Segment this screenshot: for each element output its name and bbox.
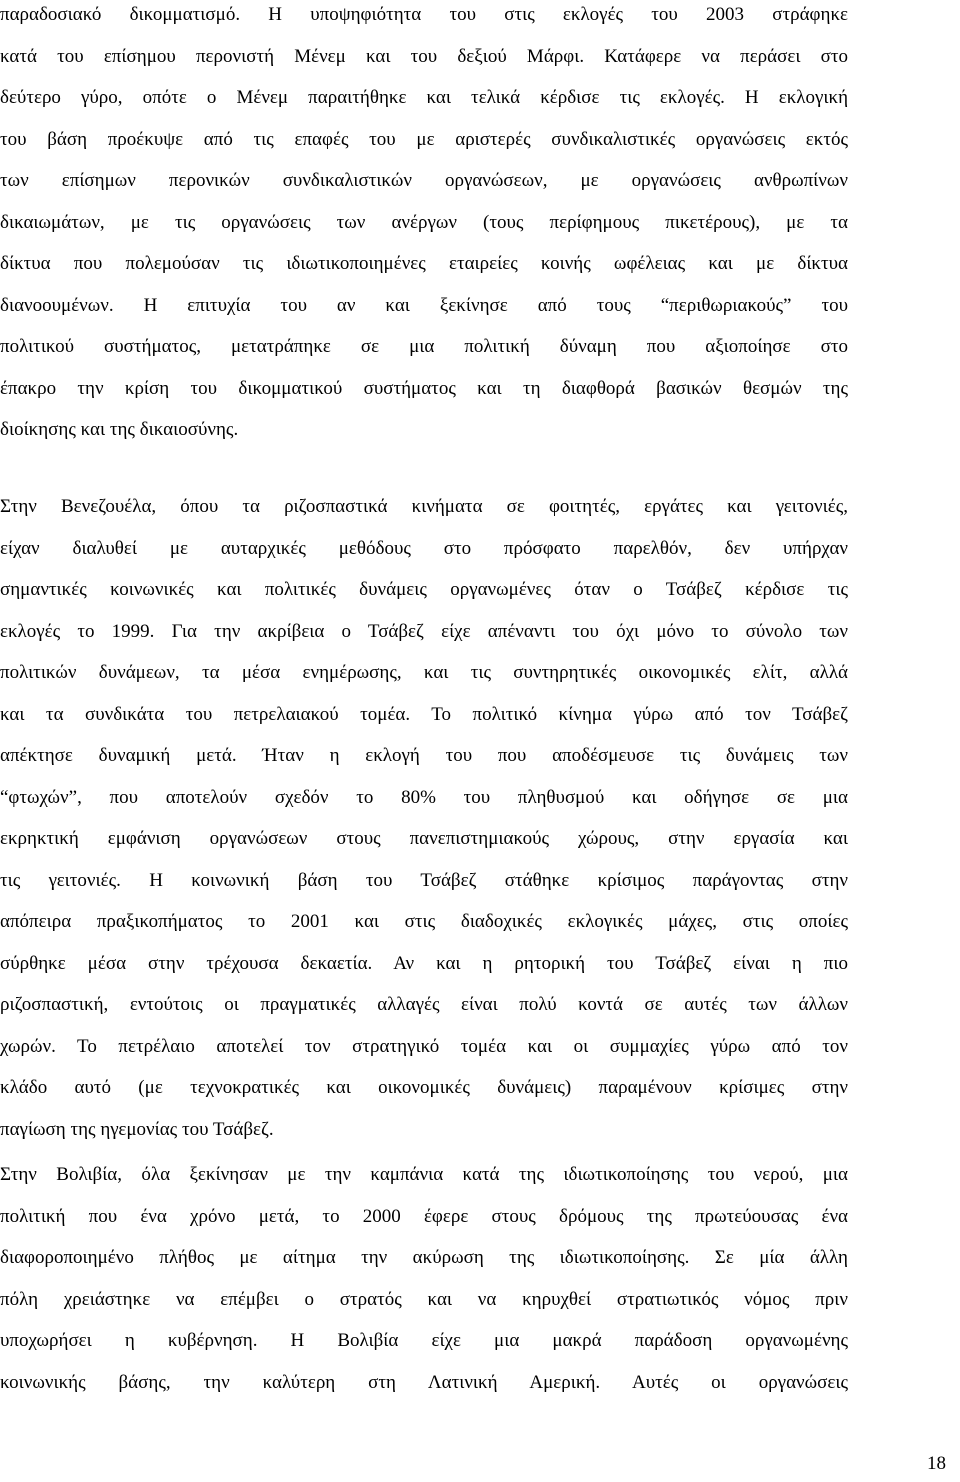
- text-line: ριζοσπαστική, εντούτοις οι πραγματικές αλλαγές είναι πολύ κοντά σε αυτές των άλλων: [0, 994, 848, 1015]
- text-line: των επίσημων περονικών συνδικαλιστικών οργανώσεων, με οργανώσεις ανθρωπίνων: [0, 170, 848, 191]
- text-line: διοίκησης και της δικαιοσύνης.: [0, 419, 239, 440]
- paragraph-argentina: [0, 0, 848, 451]
- text-line: κοινωνικής βάσης, την καλύτερη στη Λατινική Αμερική. Αυτές οι οργανώσεις: [0, 1371, 848, 1393]
- text-line: διαφοροποιημένο πλήθος με αίτημα την ακύρωση της ιδιωτικοποίησης. Σε μία άλλη: [0, 1247, 848, 1268]
- text-line: πολιτικού συστήματος, μετατράπηκε σε μια πολιτική δύναμη που αξιοποίησε στο: [0, 336, 848, 357]
- text-line: απόπειρα πραξικοπήματος το 2001 και στις διαδοχικές εκλογικές μάχες, στις οποίες: [0, 911, 848, 932]
- text-line: δίκτυα που πολεμούσαν τις ιδιωτικοποιημένες εταιρείες κοινής ωφέλειας και με δίκτυα: [0, 253, 848, 274]
- text-line: εκλογές το 1999. Για την ακρίβεια ο Τσάβεζ είχε απέναντι του όχι μόνο το σύνολο των: [0, 620, 848, 642]
- text-line: κλάδο αυτό (με τεχνοκρατικές και οικονομικές δυνάμεις) παραμένουν κρίσιμες στην: [0, 1077, 848, 1098]
- text-line: απέκτησε δυναμική μετά. Ήταν η εκλογή του που αποδέσμευσε τις δυνάμεις των: [0, 745, 848, 766]
- text-line: σημαντικές κοινωνικές και πολιτικές δυνάμεις οργανωμένες όταν ο Τσάβεζ κέρδισε τις: [0, 579, 848, 600]
- text-line: διανοουμένων. Η επιτυχία του αν και ξεκίνησε από τους “περιθωριακούς” του: [0, 294, 848, 316]
- text-line: Στην Βενεζουέλα, όπου τα ριζοσπαστικά κινήματα σε φοιτητές, εργάτες και γειτονιές,: [0, 496, 848, 517]
- text-line: δικαιωμάτων, με τις οργανώσεις των ανέργων (τους περίφημους πικετέρους), με τα: [0, 211, 848, 233]
- text-line: πολιτικών δυνάμεων, τα μέσα ενημέρωσης, και τις συντηρητικές οικονομικές ελίτ, αλλά: [0, 662, 848, 683]
- text-line: πόλη χρειάστηκε να επέμβει ο στρατός και να κηρυχθεί στρατιωτικός νόμος πριν: [0, 1288, 848, 1310]
- text-line: παραδοσιακό δικομματισμό. Η υποψηφιότητα του στις εκλογές του 2003 στράφηκε: [0, 4, 848, 25]
- text-line: Στην Βολιβία, όλα ξεκίνησαν με την καμπάνια κατά της ιδιωτικοποίησης του νερού, μια: [0, 1164, 848, 1185]
- text-line: σύρθηκε μέσα στην τρέχουσα δεκαετία. Αν και η ρητορική του Τσάβεζ είναι η πιο: [0, 952, 848, 974]
- text-line: έπακρο την κρίση του δικομματικού συστήματος και τη διαφθορά βασικών θεσμών της: [0, 377, 848, 399]
- page-number: 18: [927, 1453, 946, 1474]
- text-line: κατά του επίσημου περονιστή Μένεμ και του δεξιού Μάρφι. Κατάφερε να περάσει στο: [0, 45, 848, 67]
- text-line: πολιτική που ένα χρόνο μετά, το 2000 έφερε στους δρόμους της πρωτεύουσας ένα: [0, 1205, 848, 1227]
- text-line: χωρών. Το πετρέλαιο αποτελεί τον στρατηγικό τομέα και οι συμμαχίες γύρω από τον: [0, 1035, 848, 1057]
- text-line: είχαν διαλυθεί με αυταρχικές μεθόδους στο πρόσφατο παρελθόν, δεν υπήρχαν: [0, 537, 848, 559]
- text-line: και τα συνδικάτα του πετρελαιακού τομέα. Το πολιτικό κίνημα γύρω από τον Τσάβεζ: [0, 703, 848, 725]
- text-line: του βάση προέκυψε από τις επαφές του με αριστερές συνδικαλιστικές οργανώσεις εκτός: [0, 128, 848, 150]
- text-line: υποχωρήσει η κυβέρνηση. Η Βολιβία είχε μια μακρά παράδοση οργανωμένης: [0, 1330, 848, 1351]
- text-line: εκρηκτική εμφάνιση οργανώσεων στους πανεπιστημιακούς χώρους, στην εργασία και: [0, 828, 848, 849]
- text-line: δεύτερο γύρο, οπότε ο Μένεμ παραιτήθηκε και τελικά κέρδισε τις εκλογές. Η εκλογική: [0, 87, 848, 108]
- text-line: παγίωση της ηγεμονίας του Τσάβεζ.: [0, 1118, 274, 1140]
- paragraph-venezuela: [0, 486, 848, 1150]
- paragraph-bolivia: [0, 1154, 848, 1403]
- text-line: τις γειτονιές. Η κοινωνική βάση του Τσάβεζ στάθηκε κρίσιμος παράγοντας στην: [0, 869, 848, 891]
- text-line: “φτωχών”, που αποτελούν σχεδόν το 80% του πληθυσμού και οδήγησε σε μια: [0, 786, 848, 808]
